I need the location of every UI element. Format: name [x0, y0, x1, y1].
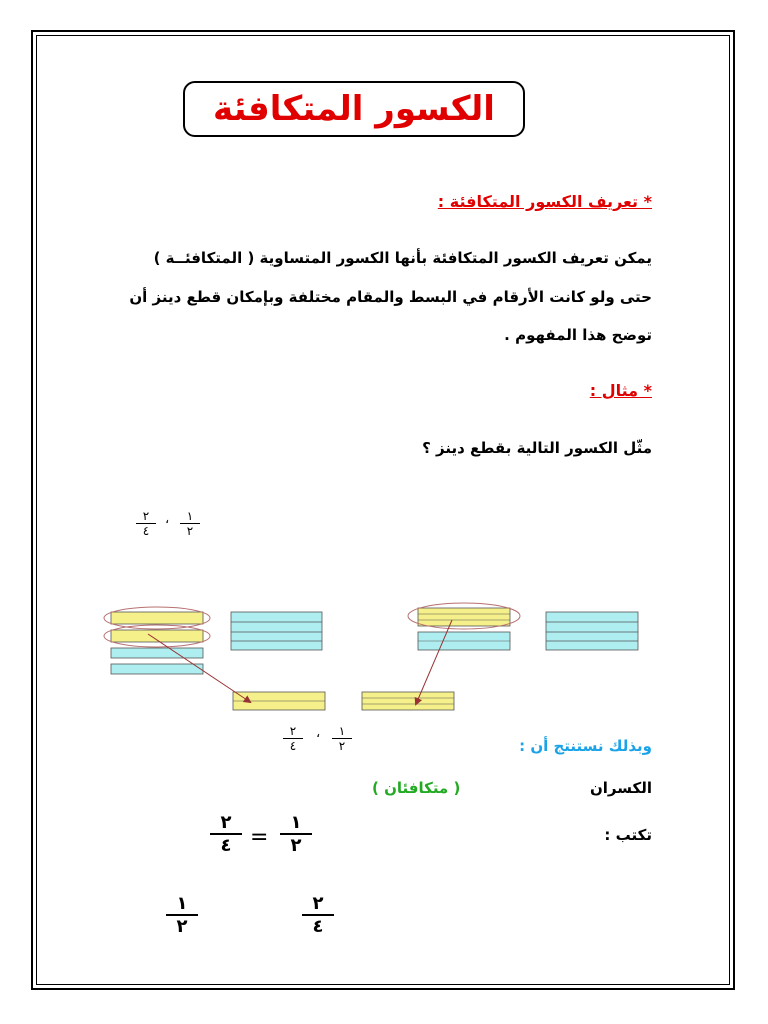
- fraction-half-top: [180, 509, 200, 538]
- fraction-denominator: ٢: [186, 524, 194, 538]
- equation-right-fraction: [280, 812, 312, 856]
- equals-sign: =: [250, 825, 269, 850]
- dienes-blocks-diagram: [100, 600, 660, 720]
- cyan-strip: [111, 648, 203, 658]
- example-heading: * مثال :: [589, 381, 652, 400]
- fraction-denominator: ٤: [289, 739, 297, 753]
- yellow-half-block: [418, 608, 510, 626]
- equivalent-label: ( متكافئان ): [372, 779, 461, 797]
- fraction-denominator: ٤: [220, 835, 232, 856]
- fraction-denominator: ٢: [290, 835, 302, 856]
- two-fractions-label: الكسران: [589, 779, 652, 797]
- title-box: [183, 81, 525, 137]
- fraction-numerator: ١: [332, 724, 352, 739]
- question-text: مثّل الكسور التالية بقطع دينز ؟: [422, 439, 652, 457]
- definition-heading: * تعريف الكسور المتكافئة :: [437, 192, 652, 211]
- bottom-fraction-two-fourths: [302, 893, 334, 937]
- fraction-numerator: ٢: [302, 893, 334, 916]
- fraction-denominator: ٤: [142, 524, 150, 538]
- fraction-denominator: ٢: [176, 916, 188, 937]
- definition-line-2: حتى ولو كانت الأرقام في البسط والمقام مختلفة وبإمكان قطع دينز أن: [129, 288, 652, 306]
- bottom-fraction-half: [166, 893, 198, 937]
- fraction-numerator: ٢: [136, 509, 156, 524]
- cyan-strip: [111, 664, 203, 674]
- fraction-two-fourths-mid: [283, 724, 303, 753]
- fraction-numerator: ١: [166, 893, 198, 916]
- fraction-numerator: ١: [180, 509, 200, 524]
- cyan-whole-block: [231, 612, 322, 650]
- write-label: تكتب :: [604, 826, 652, 844]
- fraction-numerator: ٢: [283, 724, 303, 739]
- fraction-separator: ،: [316, 726, 321, 741]
- cyan-whole-block: [546, 612, 638, 650]
- conclusion-label: وبذلك نستنتج أن :: [519, 737, 652, 755]
- equation-left-fraction: [210, 812, 242, 856]
- definition-line-3: توضح هذا المفهوم .: [504, 326, 652, 344]
- yellow-strip: [111, 612, 203, 624]
- fraction-denominator: ٤: [312, 916, 324, 937]
- fraction-numerator: ٢: [210, 812, 242, 835]
- fraction-separator: ،: [165, 512, 170, 527]
- fraction-denominator: ٢: [338, 739, 346, 753]
- fraction-numerator: ١: [280, 812, 312, 835]
- result-one-half: [362, 692, 454, 710]
- fraction-two-fourths-top: [136, 509, 156, 538]
- page-title: الكسور المتكافئة: [213, 89, 495, 129]
- definition-line-1: يمكن تعريف الكسور المتكافئة بأنها الكسور المتساوية ( المتكافئــة ): [153, 249, 652, 267]
- fraction-half-mid: [332, 724, 352, 753]
